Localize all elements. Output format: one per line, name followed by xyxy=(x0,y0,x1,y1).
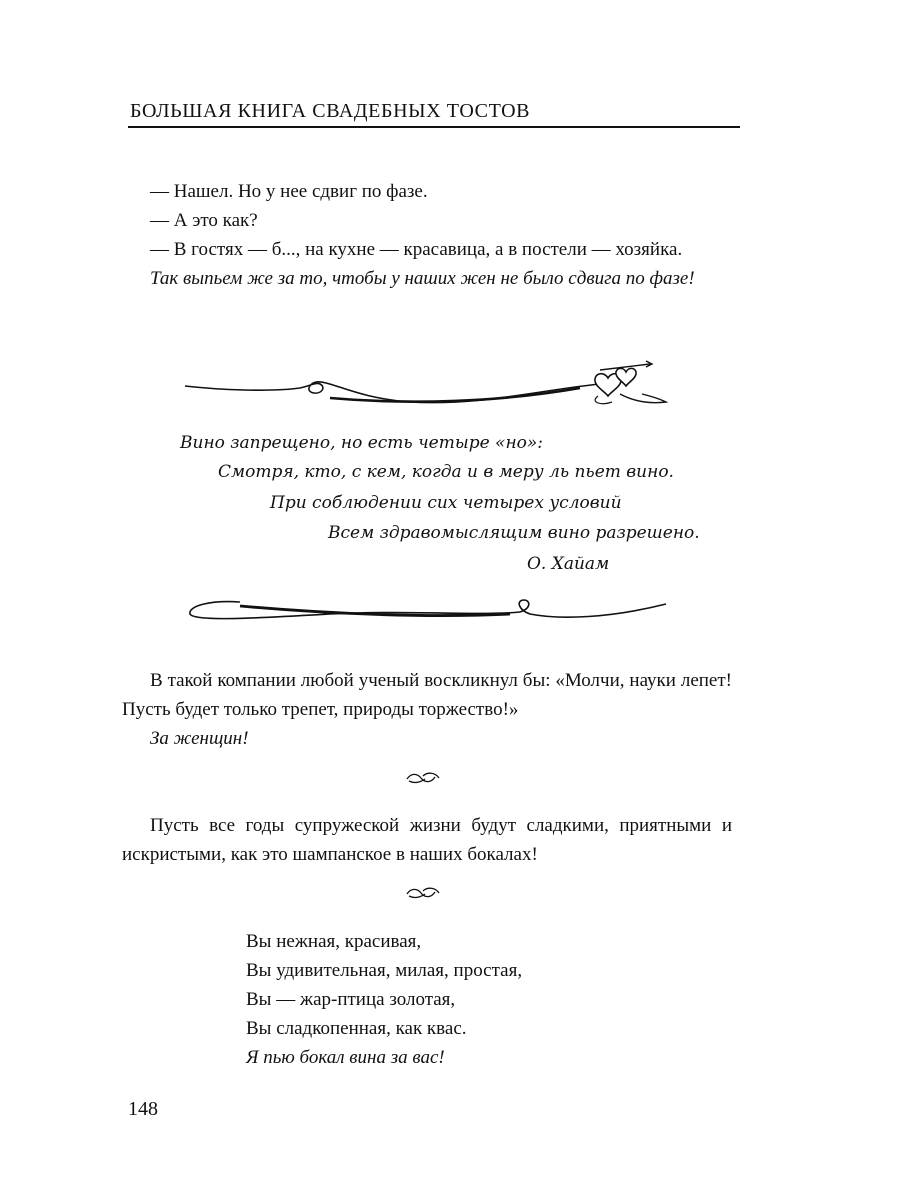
epigraph-line: Вино запрещено, но есть четыре «но»: xyxy=(180,433,544,453)
epigraph-line: Всем здравомыслящим вино разрешено. xyxy=(328,523,700,543)
poem-line: Вы удивительная, милая, простая, xyxy=(246,960,523,981)
dialogue-line: — Нашел. Но у нее сдвиг по фазе. xyxy=(150,181,428,202)
epigraph-author: О. Хайам xyxy=(527,554,610,574)
paragraph: В такой компании любой ученый воскликнул бы: «Молчи, науки лепет! Пусть будет только трепет, природы торжество!» xyxy=(122,670,732,720)
champagne-section xyxy=(122,811,732,869)
poem-line: Вы сладкопенная, как квас. xyxy=(246,1018,467,1039)
toast-line: Так выпьем же за то, чтобы у наших жен не было сдвига по фазе! xyxy=(150,268,695,289)
ornament-divider-icon xyxy=(405,885,445,901)
paragraph: Пусть все годы супружеской жизни будут сладкими, приятными и искристыми, как это шампанское в наших бокалах! xyxy=(122,815,732,865)
ornament-divider-icon xyxy=(405,770,445,786)
epigraph-line: При соблюдении сих четырех условий xyxy=(270,493,622,513)
poem xyxy=(246,927,522,1072)
science-section xyxy=(122,666,732,753)
epigraph-line: Смотря, кто, с кем, когда и в меру ль пьет вино. xyxy=(218,462,674,482)
poem-line: Вы — жар-птица золотая, xyxy=(246,989,456,1010)
running-header: БОЛЬШАЯ КНИГА СВАДЕБНЫХ ТОСТОВ xyxy=(130,100,531,122)
swash-icon xyxy=(180,592,670,628)
dialogue-line: — В гостях — б..., на кухне — красавица, а в постели — хозяйка. xyxy=(150,239,683,260)
page-number: 148 xyxy=(128,1098,158,1120)
dialogue-line: — А это как? xyxy=(150,210,258,231)
poem-toast: Я пью бокал вина за вас! xyxy=(246,1047,445,1068)
toast-line: За женщин! xyxy=(150,728,249,749)
poem-line: Вы нежная, красивая, xyxy=(246,931,422,952)
